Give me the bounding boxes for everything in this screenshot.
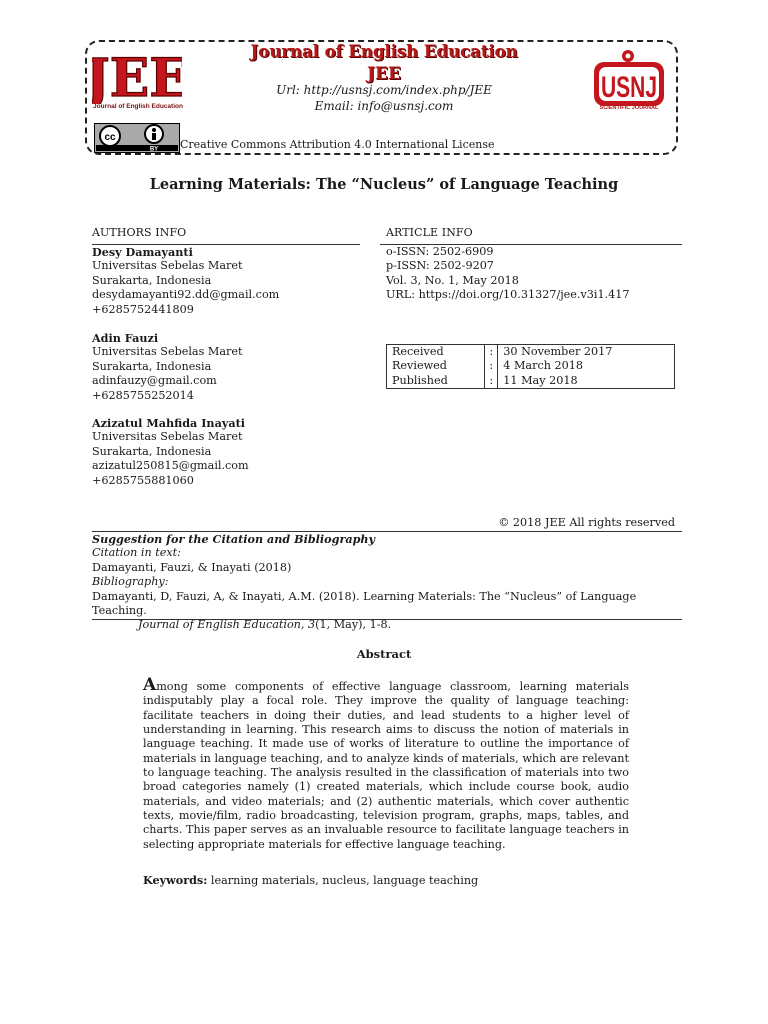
table-row: Reviewed : 4 March 2018	[387, 359, 675, 373]
citation-heading: Suggestion for the Citation and Bibliography	[92, 532, 376, 546]
article-info-heading: ARTICLE INFO	[386, 226, 473, 239]
bibliography-continuation: Journal of English Education, 3(1, May), 1-8.	[138, 618, 392, 632]
author-affiliation: Universitas Sebelas Maret	[92, 259, 243, 273]
abstract-text: mong some components of effective language classroom, learning materials indisputably play a focal role. They improve the quality of language teaching: facilitate teachers in doing their duties, and lead students to a higher level of understanding in learning. This research aims to discuss the notion of materials in language teaching. It made use of works of literature to outline the importance of materials in language teaching, and to analyze kinds of materials, which are relevant to language teaching. The analysis resulted in the classification of materials into two broad categories namely (1) created materials, which include course book, audio materials, and video materials; and (2) authentic materials, which cover authentic texts, movie/film, radio broadcasting, television program, graphs, maps, tables, and charts. This paper serves as an invaluable resource to facilitate language teachers in selecting appropriate materials for effective language teaching.	[143, 680, 629, 851]
author-email[interactable]: desydamayanti92.dd@gmail.com	[92, 288, 280, 302]
svg-text:cc: cc	[104, 132, 116, 143]
author-location: Surakarta, Indonesia	[92, 273, 212, 287]
author-affiliation: Universitas Sebelas Maret	[92, 345, 243, 359]
author-location: Surakarta, Indonesia	[92, 444, 212, 458]
author-location: Surakarta, Indonesia	[92, 359, 212, 373]
date-value: 4 March 2018	[503, 359, 583, 373]
citation-in-text-label: Citation in text:	[92, 546, 181, 560]
table-row: Published : 11 May 2018	[387, 374, 675, 389]
article-identifiers	[386, 245, 630, 303]
p-issn: p-ISSN: 2502-9207	[386, 259, 494, 273]
table-row: Received : 30 November 2017	[387, 345, 675, 360]
journal-abbreviation: JEE	[367, 64, 401, 84]
author-phone: +6285752441809	[92, 302, 194, 316]
bibliography-entry: Damayanti, D, Fauzi, A, & Inayati, A.M. (2018). Learning Materials: The “Nucleus” of Language Teaching.	[92, 589, 637, 618]
keywords-label: Keywords:	[143, 873, 208, 887]
citation-bottom-divider	[92, 619, 682, 620]
author-email[interactable]: azizatul250815@gmail.com	[92, 459, 249, 473]
date-label: Received	[392, 345, 444, 358]
journal-email[interactable]: Email: info@usnsj.com	[314, 99, 454, 113]
author-name: Azizatul Mahfida Inayati	[92, 416, 245, 430]
author-block	[92, 416, 249, 488]
doi-url[interactable]: URL: https://doi.org/10.31327/jee.v3i1.417	[386, 288, 630, 302]
usnj-logo-text: USNJ	[601, 71, 657, 104]
bibliography-label: Bibliography:	[92, 575, 169, 589]
author-block	[92, 245, 279, 317]
authors-info-heading: AUTHORS INFO	[92, 226, 187, 239]
paper-title: Learning Materials: The “Nucleus” of Language Teaching	[149, 176, 619, 193]
usnj-logo-caption: SCIENTIFIC JOURNAL	[599, 105, 659, 111]
keywords	[143, 873, 629, 887]
abstract-body	[143, 675, 629, 852]
date-value: 11 May 2018	[503, 373, 578, 387]
date-label: Reviewed	[392, 359, 447, 373]
creative-commons-badge[interactable]	[94, 123, 180, 153]
author-phone: +6285755252014	[92, 388, 194, 402]
journal-url[interactable]: Url: http://usnsj.com/index.php/JEE	[276, 83, 492, 97]
keywords-value: learning materials, nucleus, language teaching	[207, 874, 479, 887]
svg-text:BY: BY	[149, 146, 159, 153]
volume-issue: Vol. 3, No. 1, May 2018	[386, 273, 519, 287]
author-block	[92, 331, 243, 403]
copyright-notice: © 2018 JEE All rights reserved	[498, 516, 675, 529]
article-dates-table	[386, 344, 675, 389]
jee-logo-caption: Journal of English Education	[93, 103, 183, 110]
author-name: Adin Fauzi	[92, 331, 159, 345]
abstract-dropcap: A	[143, 675, 157, 695]
license-text[interactable]: Creative Commons Attribution 4.0 International License	[180, 138, 495, 151]
author-affiliation: Universitas Sebelas Maret	[92, 430, 243, 444]
citation-block	[92, 532, 682, 633]
journal-title: Journal of English Education	[250, 42, 518, 62]
date-label: Published	[392, 373, 448, 387]
jee-logo-text: JEE	[92, 48, 182, 104]
abstract-heading: Abstract	[356, 647, 412, 661]
author-name: Desy Damayanti	[92, 245, 193, 259]
citation-in-text: Damayanti, Fauzi, & Inayati (2018)	[92, 560, 292, 574]
author-email[interactable]: adinfauzy@gmail.com	[92, 374, 217, 388]
author-phone: +6285755881060	[92, 473, 194, 487]
e-issn: o-ISSN: 2502-6909	[386, 245, 494, 258]
date-value: 30 November 2017	[503, 345, 613, 358]
